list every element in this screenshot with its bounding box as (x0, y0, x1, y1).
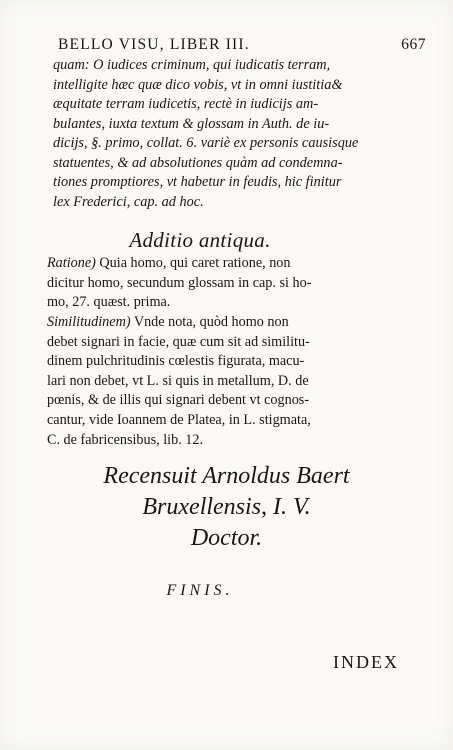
annotation-marker: Similitudinem) (47, 314, 131, 330)
text-line: dicijs, §. primo, collat. 6. variè ex personis causisque (53, 135, 359, 151)
text-line: dinem pulchritudinis cœlestis figurata, macu- (47, 353, 305, 370)
text-line: cantur, vide Ioannem de Platea, in L. stigmata, (47, 411, 311, 428)
text-line: dicitur homo, secundum glossam in cap. si ho- (47, 274, 312, 291)
colophon-line: Recensuit Arnoldus Baert (103, 463, 350, 489)
text-line: lex Frederici, cap. ad hoc. (53, 193, 204, 210)
annotation-marker: Ratione) (47, 255, 96, 271)
text-line: debet signari in facie, quæ cum sit ad similitu- (47, 333, 310, 350)
text-line: tiones promptiores, vt habetur in feudis, hic finitur (53, 174, 342, 190)
text-line-rest: Vnde nota, quòd homo non (130, 314, 289, 330)
finis-mark: FINIS. (166, 582, 234, 599)
text-line: bulantes, iuxta textum & glossam in Auth. de iu- (53, 115, 330, 132)
text-line: æquitate terram iudicetis, rectè in iudicijs am- (53, 96, 319, 112)
catchword: INDEX (333, 652, 399, 672)
text-line: quam: O iudices criminum, qui iudicatis terram, (53, 57, 331, 73)
page-number: 667 (401, 36, 426, 53)
text-line (47, 254, 427, 274)
text-line-rest: Quia homo, qui caret ratione, non (95, 255, 291, 271)
running-head (58, 36, 426, 56)
text-line: statuentes, & ad absolutiones quàm ad condemna- (53, 154, 343, 171)
colophon-line: Bruxellensis, I. V. (142, 494, 311, 520)
text-line (47, 313, 427, 333)
annotation-paragraph-ratione (47, 254, 427, 313)
text-line: pœnis, & de illis qui signari debent vt cognos- (47, 392, 310, 409)
text-line: mo, 27. quæst. prima. (47, 294, 171, 311)
text-line: C. de fabricensibus, lib. 12. (47, 431, 204, 448)
annotation-paragraph-similitudinem (47, 313, 427, 450)
running-title: BELLO VISU, LIBER III. (58, 36, 250, 53)
section-heading: Additio antiqua. (129, 228, 271, 252)
colophon (0, 461, 453, 554)
text-line: lari non debet, vt L. si quis in metallum, D. de (47, 372, 309, 389)
text-line: intelligite hæc quæ dico vobis, vt in omni iustitia& (53, 76, 343, 93)
colophon-line: Doctor. (190, 525, 263, 551)
italic-continuation-paragraph (53, 56, 433, 212)
